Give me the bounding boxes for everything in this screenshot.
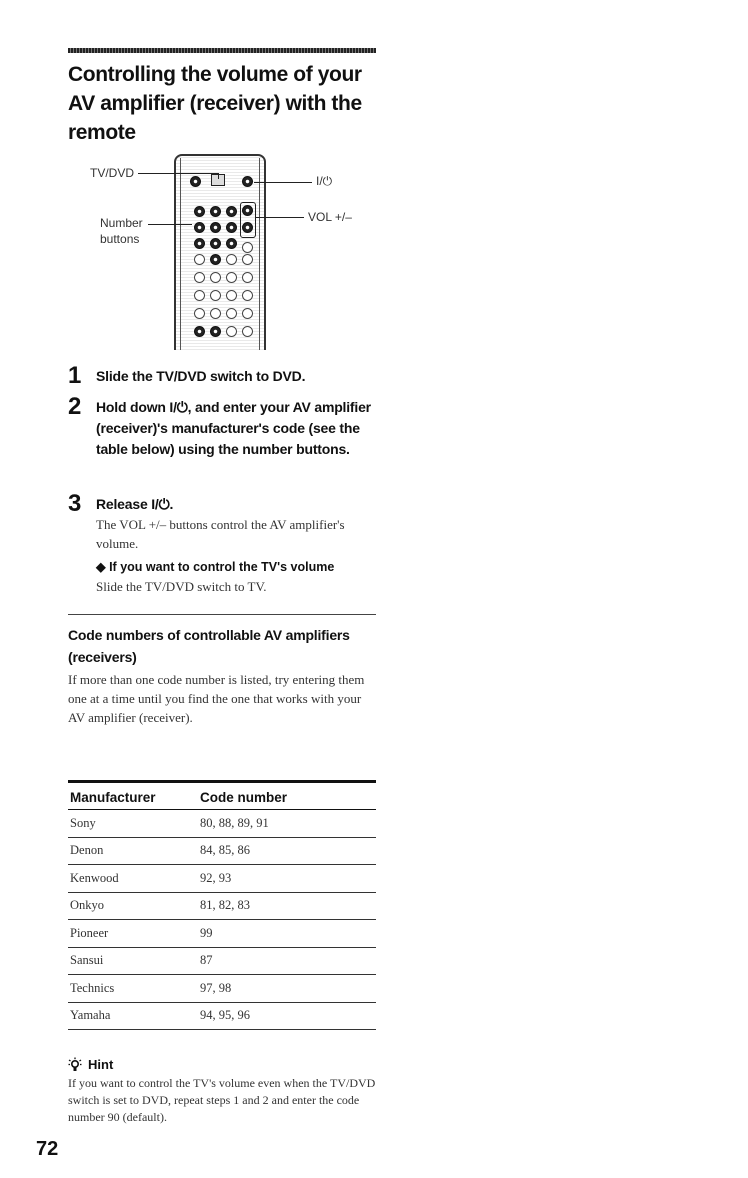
step-text: Slide the TV/DVD switch to DVD. [96,368,306,384]
hint-title: Hint [88,1057,114,1072]
number-button [226,206,237,217]
page-title: Controlling the volume of your AV amplifier (receiver) with the remote [68,63,362,144]
code-cell: 87 [200,947,376,975]
code-cell: 84, 85, 86 [200,837,376,865]
table-row [68,947,376,975]
remote-button [226,254,237,265]
remote-button [226,272,237,283]
remote-button [242,290,253,301]
top-rule [68,48,376,53]
hint-box [68,1055,380,1126]
step-text: Release I/⏻. [96,496,174,512]
number-button [194,222,205,233]
remote-button [194,326,205,337]
remote-button [194,290,205,301]
page-number: 72 [36,1138,59,1160]
manufacturer-cell: Sansui [68,947,200,975]
number-buttons-label: Number [100,216,143,230]
hint-body: If you want to control the TV's volume even when the TV/DVD switch is set to DVD, repeat steps 1 and 2 and enter the code number 90 (default). [68,1076,376,1124]
table-row [68,1002,376,1030]
manufacturer-cell: Sony [68,810,200,838]
number-button [210,206,221,217]
remote-button [210,308,221,319]
number-button [194,206,205,217]
code-cell: 99 [200,920,376,948]
code-table [68,780,376,1030]
number-button [226,238,237,249]
step-1 [68,362,380,389]
remote-button [210,290,221,301]
table-row [68,865,376,893]
manufacturer-cell: Yamaha [68,1002,200,1030]
remote-button [242,254,253,265]
code-cell: 81, 82, 83 [200,892,376,920]
number-buttons-label: buttons [100,232,140,246]
lightbulb-icon [68,1057,82,1073]
step-2 [68,393,380,460]
section-body: If more than one code number is listed, try entering them one at a time until you find the one that works with your AV amplifier (receiver). [68,672,365,725]
code-cell: 80, 88, 89, 91 [200,810,376,838]
table-row [68,920,376,948]
code-cell: 94, 95, 96 [200,1002,376,1030]
remote-button [242,308,253,319]
manufacturer-cell: Onkyo [68,892,200,920]
vol-label: VOL +/– [308,210,352,224]
code-cell: 97, 98 [200,975,376,1003]
remote-button [190,176,201,187]
code-cell: 92, 93 [200,865,376,893]
manufacturer-cell: Technics [68,975,200,1003]
table-row [68,975,376,1003]
tip-title: ◆ If you want to control the TV's volume [96,560,335,574]
remote-button [226,326,237,337]
section-divider [68,614,376,615]
column-header: Code number [200,790,288,805]
vol-plus-button [242,205,253,216]
remote-button [194,254,205,265]
remote-button [226,290,237,301]
tip-body: Slide the TV/DVD switch to TV. [96,579,267,594]
step-body: The VOL +/– buttons control the AV amplifier's volume. [96,517,345,551]
step-text: Hold down I/⏻, and enter your AV amplifier (receiver)'s manufacturer's code (see the table below) using the number buttons. [96,399,371,457]
step-number: 2 [68,393,82,420]
table-row [68,837,376,865]
remote-button [226,308,237,319]
manufacturer-cell: Pioneer [68,920,200,948]
remote-button [194,308,205,319]
step-number: 1 [68,362,82,389]
remote-button [242,272,253,283]
remote-illustration [84,150,352,350]
power-button [242,176,253,187]
tv-dvd-label: TV/DVD [90,166,135,180]
vol-minus-button [242,222,253,233]
remote-button [242,326,253,337]
number-button [194,238,205,249]
table-row [68,892,376,920]
section-title: Code numbers of controllable AV amplifiers (receivers) [68,627,350,665]
remote-button [210,326,221,337]
step-number: 3 [68,490,82,517]
step-3 [68,490,380,596]
remote-button [210,272,221,283]
remote-button [194,272,205,283]
number-button [210,238,221,249]
number-button [210,222,221,233]
table-header-row [68,782,376,810]
power-label: I/⏻ [316,174,333,188]
column-header: Manufacturer [70,790,156,805]
number-button [226,222,237,233]
table-row [68,810,376,838]
remote-button [242,242,253,253]
number-button [210,254,221,265]
manufacturer-cell: Kenwood [68,865,200,893]
manufacturer-cell: Denon [68,837,200,865]
